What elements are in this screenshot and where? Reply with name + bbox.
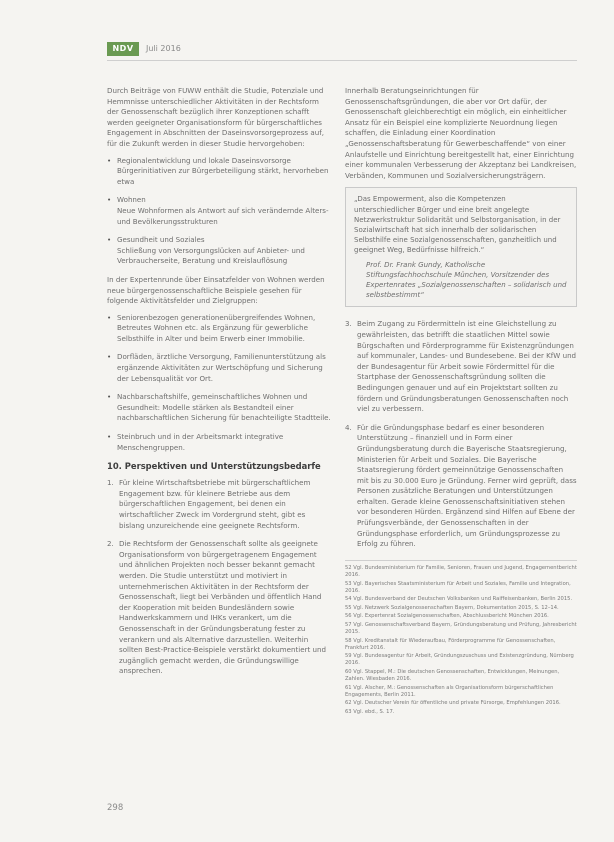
activity-field-item: • Seniorenbezogen generationenübergreifendes Wohnen, Betreutes Wohnen etc. als Ergänzung für gewerbliche Selbsthilfe in Alter und beim Erwerb einer Immobilie. bbox=[107, 313, 331, 345]
activity-field-list bbox=[107, 313, 331, 454]
footnote: 63 Vgl. ebd., S. 17. bbox=[345, 709, 395, 716]
item-number: 4. bbox=[345, 422, 352, 432]
perspective-item bbox=[107, 539, 331, 677]
section-heading: 10. Perspektiven und Unterstützungsbedarfe bbox=[107, 461, 321, 472]
footnote: 55 Vgl. Netzwerk Sozialgenossenschaften Bayern, Dokumentation 2015, S. 12–14. bbox=[345, 604, 559, 611]
quote-source: Prof. Dr. Frank Gundy, Katholische Stiftungsfachhochschule München, Vorsitzender des Expertenrates „Sozialgenossenschaften – solidarisch und selbstbestimmt“ bbox=[366, 260, 567, 300]
focus-area-item bbox=[107, 156, 331, 188]
perspective-item bbox=[345, 423, 577, 550]
focus-area-text: Schließung von Versorgungslücken auf Anbieter- und Verbraucherseite, Beratung und Kreislauflösung bbox=[117, 245, 305, 266]
left-mid-paragraph: In der Expertenrunde über Einsatzfelder von Wohnen werden neue bürgergenossenschaftliche Beispiele gesehen für folgende Aktivitätsfelder und Zielgruppen: bbox=[107, 274, 325, 306]
footnote: 60 Vgl. Stappel, M.: Die deutschen Genossenschaften, Entwicklungen, Meinungen, Zahlen. Wiesbaden 2016. bbox=[345, 669, 560, 683]
journal-badge: NDV bbox=[107, 42, 139, 56]
focus-area-title: • Gesundheit und Soziales bbox=[117, 235, 205, 245]
perspective-list-right bbox=[345, 319, 577, 549]
focus-area-title: • Wohnen bbox=[117, 195, 146, 205]
footnote: 56 Vgl. Expertenrat Sozialgenossenschaften, Abschlussbericht München 2016. bbox=[345, 613, 549, 620]
focus-area-item bbox=[107, 195, 331, 227]
page-number: 298 bbox=[107, 803, 124, 813]
issue-date: Juli 2016 bbox=[146, 44, 181, 53]
focus-area-title: • Regionalentwicklung und lokale Daseinsvorsorge bbox=[117, 155, 291, 165]
item-text: Für kleine Wirtschaftsbetriebe mit bürgerschaftlichem Engagement bzw. für kleinere Betriebe aus dem bürgerschaftlichen Engagement, bei denen ein wirtschaftlicher Zweck im Vordergrund steht, gibt es bislang unzureichende eine geeignete Rechtsform. bbox=[119, 478, 311, 530]
item-number: 2. bbox=[107, 539, 114, 549]
activity-field-item: • Nachbarschaftshilfe, gemeinschaftliches Wohnen und Gesundheit: Modelle stärken als Bestandteil einer nachbarschaftlichen Sicherung für benachteiligte Stadtteile. bbox=[107, 392, 331, 424]
perspective-item bbox=[107, 478, 331, 531]
right-intro-paragraph: Innerhalb Beratungseinrichtungen für Genossenschaftsgründungen, die aber vor Ort dafür, der Genossenschaft gleichberechtigt ein möglich, ein einheitlicher Ansatz für ein Beispiel eine komplizierte Neuordnung liegen schaffen, die Einladung einer Koordination „Genossenschaftsberatung für Gewerbeschaffende“ von einer Anlaufstelle und Einrichtung bereitgestellt hat, einer Einrichtung einer kommunalen Verbesserung der Akzeptanz bei Landkreisen, Verbänden, Kommunen und Sozialversicherungsträgern. bbox=[345, 86, 577, 180]
quote-box bbox=[345, 187, 577, 307]
quote-text: „Das Empowerment, also die Kompetenzen unterschiedlicher Bürger und eine breit angelegte Netzwerkstruktur Solidarität und Selbstorganisation, in der Sozialwirtschaft hat sich innerhalb der solidarischen Selbsthilfe eine Sozialgenossenschaften, ganzheitlich und geeignet Weg, Bedürfnisse hilfreich.“ bbox=[354, 195, 561, 255]
item-text: Für die Gründungsphase bedarf es einer besonderen Unterstützung – finanziell und in Form einer Gründungsberatung durch die Bayerische Staatsregierung, Ministerien für Arbeit und Soziales. Die Bayerische Staatsregierung fördert gemeinnützige Genossenschaften mit bis zu 30.000 Euro je Gründung. Ferner wird geprüft, dass Personen zusätzliche Beratungen und Unterstützungen erhalten. Gerade kleine Genossenschaftsinitiativen stehen vor besonderen Hürden. Ergänzend sind Hilfen auf Ebene der Prüfungsverbände, der Genossenschaften in der Gründungsphase erforderlich, um Gründungsprozesse zu Erfolg zu führen. bbox=[357, 422, 577, 549]
activity-field-item: • Dorfläden, ärztliche Versorgung, Familienunterstützung als ergänzende Aktivitäten zur Wertschöpfung und Sicherung der Lebensqualität vor Ort. bbox=[107, 352, 331, 384]
item-number: 1. bbox=[107, 478, 114, 488]
item-text: Beim Zugang zu Fördermitteln ist eine Gleichstellung zu gewährleisten, das betrifft die staatlichen Mittel sowie Bürgschaften und Förderprogramme für Existenzgründungen auf kommunaler, Landes- und Bundesebene. Bei der KfW und der Bundesagentur für Arbeit sowie Fördermittel für die Startphase der Genossenschaftsgründung sollten die Bedingungen genauer und auf ein Projektstart sollten zu fördern und Gründungsberatungen Genossenschaften noch viel zu verbessern. bbox=[357, 319, 577, 414]
focus-area-text: Bürgerinitiativen zur Bürgerbeteiligung stärkt, hervorheben etwa bbox=[117, 166, 329, 186]
activity-field-item: • Steinbruch und in der Arbeitsmarkt integrative Menschengruppen. bbox=[107, 432, 331, 453]
footnote: 62 Vgl. Deutscher Verein für öffentliche und private Fürsorge, Empfehlungen 2016. bbox=[345, 700, 561, 707]
footnote: 61 Vgl. Alscher, M.: Genossenschaften als Organisationsform bürgerschaftlichen Engagements, Berlin 2011. bbox=[345, 684, 554, 698]
left-intro-paragraph: Durch Beiträge von FUWW enthält die Studie, Potenziale und Hemmnisse unterschiedlicher Aktivitäten in der Rechtsform der Genossenschaft bezüglich ihrer Konzeptionen schafft werden geeigneter Organisationsform für bürgerschaftliches Engagement in Abschnitten der Daseinsvorsorgeprozess auf, für die Zukunft werden in dieser Studie hervorgehoben: bbox=[107, 86, 324, 148]
right-column bbox=[345, 86, 577, 718]
focus-area-list bbox=[107, 156, 331, 267]
item-text: Die Rechtsform der Genossenschaft sollte als geeignete Organisationsform von bürgergetragenem Engagement und ähnlichen Projekten noch besser bekannt gemacht werden. Die Studie unterstützt und motiviert in unternehmerischen Aktivitäten in der Rechtsform der Genossenschaft, liegt bei Verbänden und öffentlich Hand der Kooperation mit beiden Bundesländern sowie Handwerkskammern und IHKs verankert, um die Genossenschaft in der Gründungsberatung fester zu verankern und als Alternative darzustellen. Weiterhin sollten Best-Practice-Beispiele verstärkt dokumentiert und zugänglich gemacht werden, die Gründungswillige ansprechen. bbox=[119, 539, 327, 676]
footnote: 58 Vgl. Kreditanstalt für Wiederaufbau, Förderprogramme für Genossenschaften, Frankfurt 2016. bbox=[345, 637, 556, 651]
focus-area-text: Neue Wohnformen als Antwort auf sich verändernde Alters- und Bevölkerungsstrukturen bbox=[117, 205, 329, 226]
footnote: 57 Vgl. Genossenschaftsverband Bayern, Gründungsberatung und Prüfung, Jahresbericht 2015. bbox=[345, 622, 577, 636]
footnote: 52 Vgl. Bundesministerium für Familie, Senioren, Frauen und Jugend, Engagementbericht 2016. bbox=[345, 564, 577, 578]
item-number: 3. bbox=[345, 319, 352, 329]
left-column bbox=[107, 86, 331, 685]
perspective-item bbox=[345, 319, 577, 414]
perspective-list-left bbox=[107, 478, 331, 677]
footnote: 53 Vgl. Bayerisches Staatsministerium für Arbeit und Soziales, Familie und Integration, 2016. bbox=[345, 580, 571, 594]
focus-area-item bbox=[107, 235, 331, 267]
footnote: 54 Vgl. Bundesverband der Deutschen Volksbanken und Raiffeisenbanken, Berlin 2015. bbox=[345, 596, 573, 603]
footnotes bbox=[345, 560, 577, 716]
header-rule bbox=[107, 60, 577, 61]
footnote: 59 Vgl. Bundesagentur für Arbeit, Gründungszuschuss und Existenzgründung, Nürnberg 2016. bbox=[345, 653, 574, 667]
